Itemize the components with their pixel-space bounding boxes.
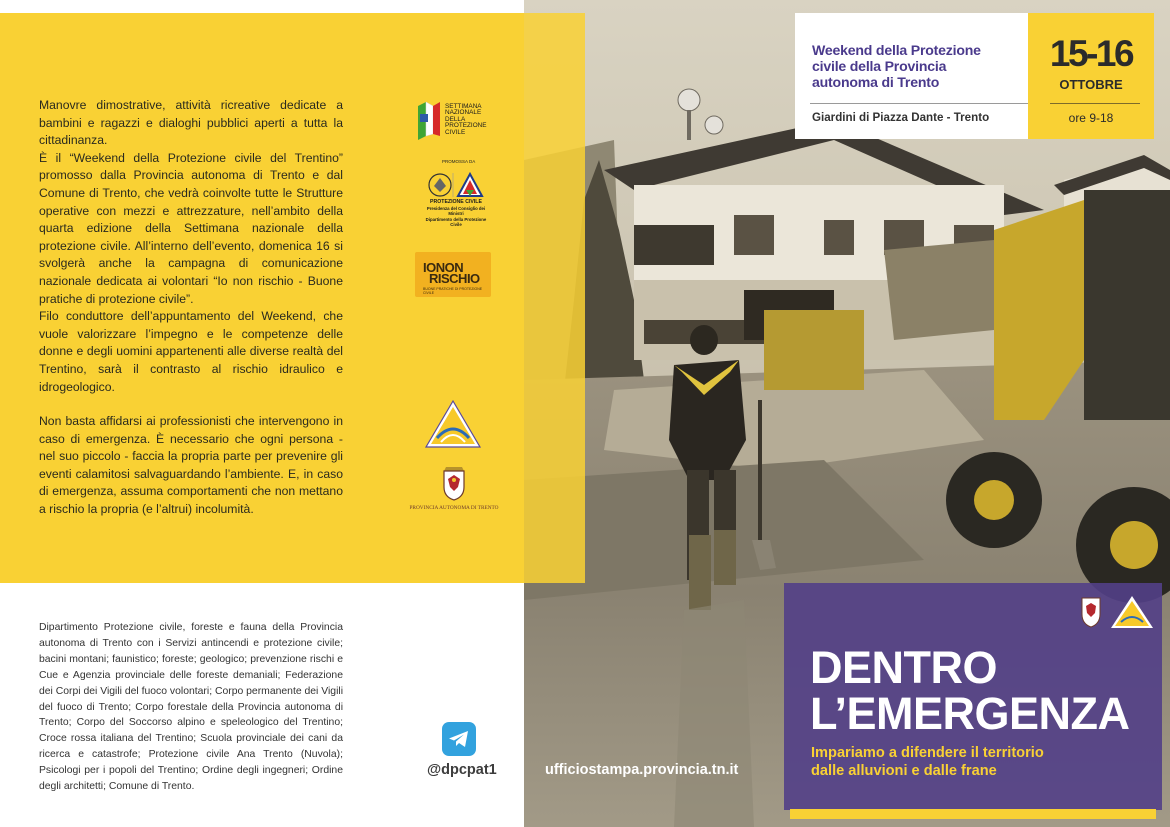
protezione-civile-text-2: Presidenza del Consiglio dei Ministri [426, 205, 486, 217]
telegram-plane-icon [442, 722, 476, 756]
intro-paragraph-1: Manovre dimostrative, attività ricreative dedicate a bambini e ragazzi e dialoghi pubblici aperti a tutta la cittadinanza. [39, 98, 343, 148]
event-title [812, 43, 981, 90]
io-non-text: IONON [423, 260, 464, 275]
settimana-text-1: SETTIMANA [445, 103, 482, 110]
divider [810, 103, 1028, 104]
yellow-bottom-bar [790, 809, 1156, 819]
provincia-eagle-icon [442, 465, 466, 501]
event-place: Giardini di Piazza Dante - Trento [812, 111, 990, 124]
protezione-civile-text-1: PROTEZIONE CIVILE [430, 199, 482, 205]
event-date-month: OTTOBRE [1059, 77, 1123, 92]
provincia-label: PROVINCIA AUTONOMA DI TRENTO [409, 505, 499, 511]
protezione-civile-text-3: Dipartimento della Protezione Civile [425, 216, 487, 228]
event-title-line-2: civile della Provincia [812, 57, 947, 74]
event-date-days: 15-16 [1049, 33, 1133, 74]
intro-paragraph-2: È il “Weekend della Protezione civile del Trentino” promosso dalla Provincia autonoma di Trento e dal Comune di Trento, che vedrà coinvolte tutte le Strutture operative con mezzi e attrezzature, nell’ambito della quarta edizione della Settimana nazionale della protezione civile. All’interno dell’evento, domenica 16 si svolgerà anche la campagna di comunicazione nazionale dedicata ai volontari “Io non rischio - Buone pratiche di protezione civile”. [39, 150, 343, 306]
provincia-eagle-small-icon [1082, 598, 1100, 627]
event-title-line-1: Weekend della Protezione [812, 42, 981, 58]
event-hours: ore 9-18 [1068, 111, 1114, 125]
settimana-text-3: DELLA [445, 115, 466, 123]
settimana-text-5: CIVILE [445, 128, 466, 136]
settimana-nazionale-logo [416, 98, 496, 144]
promossa-da-label: PROMOSSA DA [442, 159, 476, 164]
protezione-civile-emblem-icon [426, 170, 486, 200]
settimana-flag-icon [416, 100, 442, 140]
warning-triangle-small-icon [1111, 596, 1153, 628]
subheadline-line-2: dalle alluvioni e dalle frane [811, 763, 997, 779]
headline-line-2: L’EMERGENZA [810, 688, 1130, 739]
intro-text [39, 97, 343, 519]
social-handle[interactable]: @dpcpat1 [427, 762, 497, 778]
intro-paragraph-3: Filo conduttore dell’appuntamento del Weekend, che vuole valorizzare l’impegno e le competenze delle donne e degli uomini appartenenti alle diverse realtà del Trentino, sarà il contrasto al rischio idraulico e idrogeologico. [39, 309, 343, 394]
protezione-civile-triangle-logo [423, 398, 483, 450]
settimana-text-2: NAZIONALE [445, 109, 482, 117]
headline [810, 642, 1130, 739]
website-link[interactable]: ufficiostampa.provincia.tn.it [545, 762, 739, 778]
yellow-strip [524, 13, 585, 583]
protezione-civile-logo [420, 157, 492, 228]
credits-text: Dipartimento Protezione civile, foreste e fauna della Provincia autonoma di Trento con i Servizi antincendi e protezione civile; bacini montani; faunistico; foreste; geologico; prevenzione rischi e Cue e Agenzia provinciale delle foreste demaniali; Federazione dei Corpi dei Vigili del fuoco volontari; Corpo permanente dei Vigili del fuoco di Trento; Corpo forestale della Provincia autonoma di Trento; Corpo del Soccorso alpino e speleologico del Trentino; Croce rossa italiana del Trentino; Scuola provinciale dei cani da ricerca e catastrofe; Protezione civile Ana Trento (Nuvola); Psicologi per i popoli del Trentino; Ordine degli ingegneri; Ordine degli architetti; Comune di Trento. [39, 622, 344, 793]
subheadline [811, 744, 1044, 780]
io-non-rischio-subtext: BUONE PRATICHE DI PROTEZIONE CIVILE [423, 287, 483, 295]
intro-paragraph-4: Non basta affidarsi ai professionisti che intervengono in caso di emergenza. È necessario che ogni persona - nel suo piccolo - faccia la propria parte per prevenire gli eventi calamitosi salvaguardando l’ambiente. E, in caso di emergenza, assuma comportamenti che non mettano a rischio la propria (e l’altrui) incolumità. [39, 414, 343, 517]
subheadline-line-1: Impariamo a difendere il territorio [811, 745, 1044, 761]
io-non-rischio-logo [415, 252, 491, 297]
date-divider [1050, 103, 1140, 104]
mini-logos [1078, 594, 1156, 630]
telegram-icon[interactable] [442, 722, 476, 756]
provincia-trento-logo [408, 465, 500, 517]
settimana-text-4: PROTEZIONE [445, 122, 487, 130]
rischio-text: RISCHIO [429, 271, 480, 286]
headline-line-1: DENTRO [810, 642, 997, 693]
warning-triangle-icon [423, 398, 483, 450]
event-title-line-3: autonoma di Trento [812, 73, 940, 90]
